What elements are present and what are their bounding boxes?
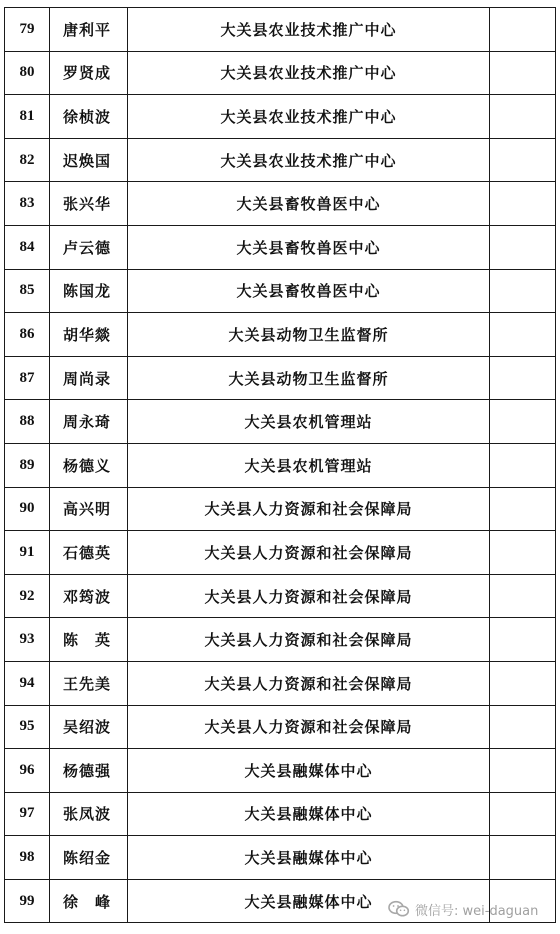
person-name: 陈国龙 bbox=[50, 269, 128, 313]
person-name: 陈 英 bbox=[50, 618, 128, 662]
row-number: 94 bbox=[5, 661, 50, 705]
table-row bbox=[5, 443, 556, 487]
row-number: 80 bbox=[5, 51, 50, 95]
table-row bbox=[5, 51, 556, 95]
remarks-cell bbox=[490, 313, 556, 357]
person-name: 罗贤成 bbox=[50, 51, 128, 95]
organization: 大关县农业技术推广中心 bbox=[128, 138, 490, 182]
remarks-cell bbox=[490, 182, 556, 226]
remarks-cell bbox=[490, 269, 556, 313]
person-name: 迟焕国 bbox=[50, 138, 128, 182]
person-name: 张兴华 bbox=[50, 182, 128, 226]
person-name: 徐桢波 bbox=[50, 95, 128, 139]
remarks-cell bbox=[490, 661, 556, 705]
remarks-cell bbox=[490, 443, 556, 487]
person-name: 周尚录 bbox=[50, 356, 128, 400]
row-number: 84 bbox=[5, 225, 50, 269]
roster-table-body bbox=[5, 8, 556, 923]
organization: 大关县人力资源和社会保障局 bbox=[128, 618, 490, 662]
remarks-cell bbox=[490, 705, 556, 749]
person-name: 胡华燚 bbox=[50, 313, 128, 357]
row-number: 90 bbox=[5, 487, 50, 531]
organization: 大关县农机管理站 bbox=[128, 400, 490, 444]
row-number: 99 bbox=[5, 879, 50, 923]
person-name: 杨德义 bbox=[50, 443, 128, 487]
row-number: 89 bbox=[5, 443, 50, 487]
organization: 大关县融媒体中心 bbox=[128, 879, 490, 923]
organization: 大关县人力资源和社会保障局 bbox=[128, 487, 490, 531]
person-name: 陈绍金 bbox=[50, 836, 128, 880]
organization: 大关县畜牧兽医中心 bbox=[128, 225, 490, 269]
table-row bbox=[5, 313, 556, 357]
organization: 大关县人力资源和社会保障局 bbox=[128, 574, 490, 618]
row-number: 95 bbox=[5, 705, 50, 749]
row-number: 79 bbox=[5, 8, 50, 52]
table-row bbox=[5, 879, 556, 923]
row-number: 83 bbox=[5, 182, 50, 226]
remarks-cell bbox=[490, 51, 556, 95]
organization: 大关县农业技术推广中心 bbox=[128, 51, 490, 95]
person-name: 邓筠波 bbox=[50, 574, 128, 618]
table-row bbox=[5, 182, 556, 226]
organization: 大关县人力资源和社会保障局 bbox=[128, 531, 490, 575]
organization: 大关县融媒体中心 bbox=[128, 836, 490, 880]
row-number: 96 bbox=[5, 749, 50, 793]
person-name: 张凤波 bbox=[50, 792, 128, 836]
table-row bbox=[5, 792, 556, 836]
remarks-cell bbox=[490, 749, 556, 793]
roster-sheet bbox=[4, 7, 555, 923]
row-number: 91 bbox=[5, 531, 50, 575]
person-name: 王先美 bbox=[50, 661, 128, 705]
row-number: 98 bbox=[5, 836, 50, 880]
person-name: 石德英 bbox=[50, 531, 128, 575]
row-number: 88 bbox=[5, 400, 50, 444]
row-number: 85 bbox=[5, 269, 50, 313]
row-number: 87 bbox=[5, 356, 50, 400]
organization: 大关县农机管理站 bbox=[128, 443, 490, 487]
organization: 大关县人力资源和社会保障局 bbox=[128, 705, 490, 749]
remarks-cell bbox=[490, 531, 556, 575]
organization: 大关县农业技术推广中心 bbox=[128, 8, 490, 52]
remarks-cell bbox=[490, 400, 556, 444]
row-number: 92 bbox=[5, 574, 50, 618]
table-row bbox=[5, 95, 556, 139]
table-row bbox=[5, 618, 556, 662]
person-name: 杨德强 bbox=[50, 749, 128, 793]
remarks-cell bbox=[490, 138, 556, 182]
table-row bbox=[5, 661, 556, 705]
table-row bbox=[5, 487, 556, 531]
organization: 大关县融媒体中心 bbox=[128, 792, 490, 836]
row-number: 82 bbox=[5, 138, 50, 182]
organization: 大关县畜牧兽医中心 bbox=[128, 269, 490, 313]
roster-table bbox=[4, 7, 556, 923]
table-row bbox=[5, 400, 556, 444]
organization: 大关县农业技术推广中心 bbox=[128, 95, 490, 139]
organization: 大关县畜牧兽医中心 bbox=[128, 182, 490, 226]
person-name: 徐 峰 bbox=[50, 879, 128, 923]
row-number: 93 bbox=[5, 618, 50, 662]
table-row bbox=[5, 574, 556, 618]
remarks-cell bbox=[490, 356, 556, 400]
person-name: 周永琦 bbox=[50, 400, 128, 444]
remarks-cell bbox=[490, 574, 556, 618]
remarks-cell bbox=[490, 225, 556, 269]
table-row bbox=[5, 705, 556, 749]
table-row bbox=[5, 531, 556, 575]
row-number: 86 bbox=[5, 313, 50, 357]
remarks-cell bbox=[490, 792, 556, 836]
remarks-cell bbox=[490, 8, 556, 52]
table-row bbox=[5, 138, 556, 182]
person-name: 吴绍波 bbox=[50, 705, 128, 749]
table-row bbox=[5, 269, 556, 313]
organization: 大关县融媒体中心 bbox=[128, 749, 490, 793]
organization: 大关县人力资源和社会保障局 bbox=[128, 661, 490, 705]
table-row bbox=[5, 836, 556, 880]
remarks-cell bbox=[490, 487, 556, 531]
person-name: 高兴明 bbox=[50, 487, 128, 531]
watermark-text: 微信号: wei-daguan bbox=[415, 903, 539, 919]
table-row bbox=[5, 356, 556, 400]
row-number: 81 bbox=[5, 95, 50, 139]
remarks-cell bbox=[490, 95, 556, 139]
organization: 大关县动物卫生监督所 bbox=[128, 313, 490, 357]
person-name: 唐利平 bbox=[50, 8, 128, 52]
remarks-cell bbox=[490, 618, 556, 662]
table-row bbox=[5, 8, 556, 52]
remarks-cell bbox=[490, 879, 556, 923]
remarks-cell bbox=[490, 836, 556, 880]
row-number: 97 bbox=[5, 792, 50, 836]
table-row bbox=[5, 749, 556, 793]
person-name: 卢云德 bbox=[50, 225, 128, 269]
table-row bbox=[5, 225, 556, 269]
organization: 大关县动物卫生监督所 bbox=[128, 356, 490, 400]
